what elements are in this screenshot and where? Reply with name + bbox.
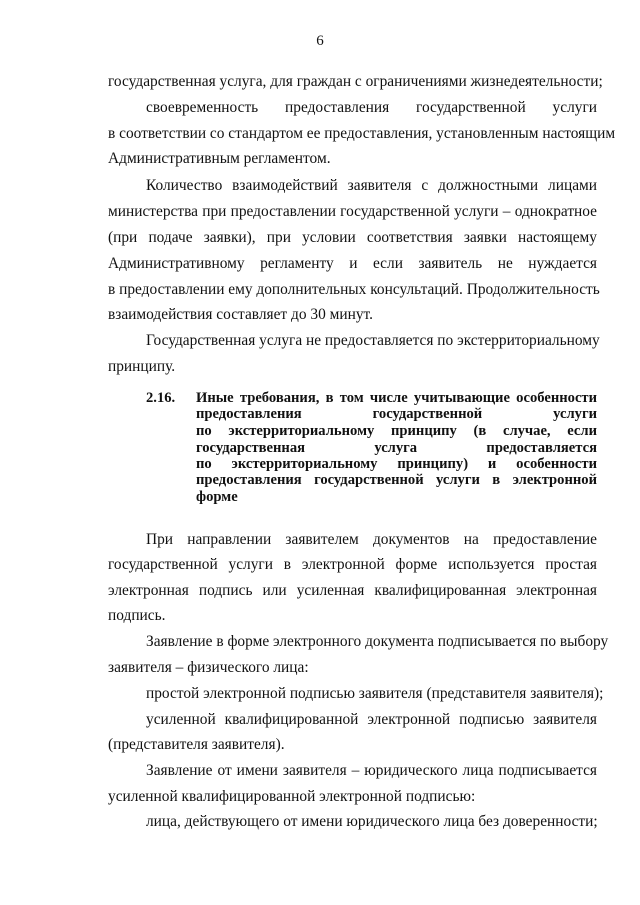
text-line: усиленной квалифицированной электронной подписью: (108, 788, 476, 805)
text-line: заявителя – физического лица: (108, 659, 309, 676)
section-heading-line: предоставления государственной услуги в электронной (196, 472, 597, 488)
text-line: (представителя заявителя). (108, 736, 285, 753)
text-line: простой электронной подписью заявителя (представителя заявителя); (146, 685, 604, 702)
section-heading-line: по экстерриториальному принципу (в случае, если (196, 423, 597, 439)
text-line: Государственная услуга не предоставляется по экстерриториальному (146, 332, 600, 349)
text-line: усиленной квалифицированной электронной подписью заявителя (146, 711, 597, 728)
section-heading-line: форме (196, 489, 238, 505)
text-line: лица, действующего от имени юридического лица без доверенности; (146, 813, 598, 830)
text-line: электронная подпись или усиленная квалифицированная электронная (108, 582, 597, 599)
text-line: Количество взаимодействий заявителя с должностными лицами (146, 177, 597, 194)
section-heading-line: государственная услуга предоставляется (196, 440, 597, 456)
text-line: (при подаче заявки), при условии соответствия заявки настоящему (108, 229, 597, 246)
text-line: государственная услуга, для граждан с ограничениями жизнедеятельности; (108, 73, 603, 90)
text-line: в соответствии со стандартом ее предоставления, установленным настоящим (108, 125, 616, 142)
text-line: При направлении заявителем документов на предоставление (146, 531, 597, 548)
section-heading-line: по экстерриториальному принципу) и особенности (196, 456, 597, 472)
text-line: своевременность предоставления государственной услуги (146, 99, 597, 116)
section-heading-line: предоставления государственной услуги (196, 406, 597, 422)
text-line: министерства при предоставлении государственной услуги – однократное (108, 203, 597, 220)
text-line: Административным регламентом. (108, 150, 331, 167)
text-line: в предоставлении ему дополнительных консультаций. Продолжительность (108, 281, 600, 298)
section-number: 2.16. (146, 390, 176, 406)
text-line: принципу. (108, 358, 176, 375)
section-heading-line: Иные требования, в том числе учитывающие особенности (196, 390, 597, 406)
text-line: Заявление от имени заявителя – юридического лица подписывается (146, 762, 597, 779)
text-line: Административному регламенту и если заявитель не нуждается (108, 255, 597, 272)
text-line: Заявление в форме электронного документа подписывается по выбору (146, 633, 609, 650)
text-line: государственной услуги в электронной форме используется простая (108, 556, 597, 573)
text-line: подпись. (108, 607, 166, 624)
page-number: 6 (316, 33, 324, 49)
text-line: взаимодействия составляет до 30 минут. (108, 306, 373, 323)
